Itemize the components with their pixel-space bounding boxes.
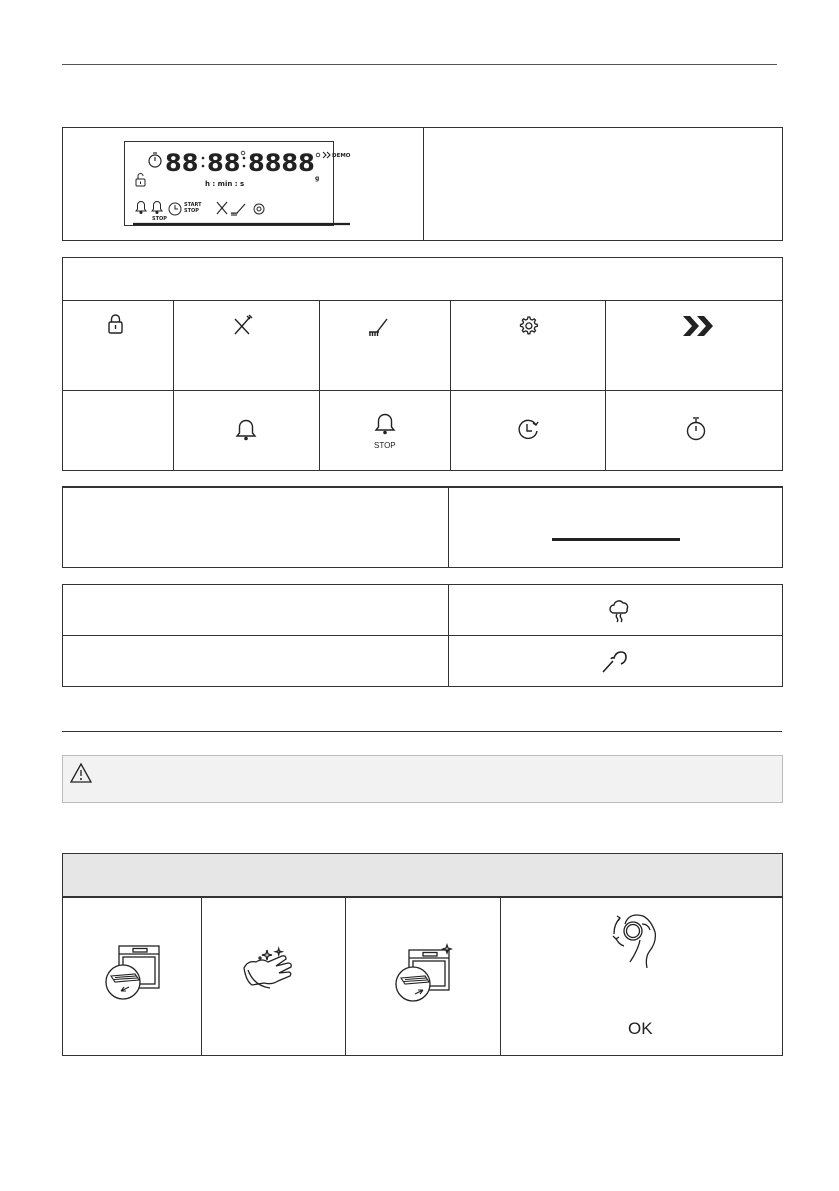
lcd-gram-unit: g — [315, 175, 320, 182]
lcd-display-graphic — [125, 142, 351, 225]
lcd-digits-hours: 88 — [165, 149, 199, 177]
ok-label: OK — [628, 1019, 653, 1038]
lcd-display — [124, 141, 351, 226]
steps-table — [62, 853, 783, 1056]
header-rule — [62, 64, 777, 65]
lcd-digits-weight: 8888 — [248, 149, 315, 177]
lcd-bell-stop-icon — [152, 202, 162, 214]
lcd-brush-icon — [231, 204, 245, 216]
knife-fork-icon — [228, 310, 258, 340]
warning-box — [62, 755, 783, 803]
section-rule — [62, 731, 782, 732]
bell-icon — [231, 415, 261, 445]
bell-stop-icon — [370, 411, 400, 443]
lcd-stop-label: STOP — [152, 216, 167, 222]
steam-probe-table — [62, 584, 783, 687]
lcd-digits-minutes: 88 — [207, 149, 241, 177]
oven-shelf-insert-icon — [393, 942, 457, 1004]
lcd-lock-icon — [136, 174, 145, 187]
indicators-header-line — [63, 300, 782, 301]
timer-icon — [681, 413, 711, 445]
steam-icon — [605, 597, 635, 625]
double-chevron-icon — [681, 312, 721, 340]
clock-delay-icon — [513, 415, 543, 445]
food-probe-icon — [599, 643, 629, 677]
bell-stop-label: STOP — [374, 441, 396, 450]
lcd-gear-icon — [254, 204, 264, 214]
heat-up-bar — [552, 538, 680, 541]
brush-icon — [363, 310, 393, 340]
cleaning-hand-icon — [238, 946, 308, 1006]
indicators-table — [62, 257, 783, 471]
lcd-stopwatch-icon — [149, 153, 161, 167]
lcd-start-stop-label: START STOP — [184, 202, 202, 214]
warning-icon — [69, 762, 93, 784]
lcd-bell-icon — [136, 202, 146, 214]
lcd-demo-label: DEMO — [332, 153, 351, 159]
bar-indicator-table — [62, 486, 783, 568]
indicators-row-line — [63, 390, 782, 391]
lcd-clock-delay-icon — [169, 203, 181, 215]
display-table — [62, 127, 783, 241]
steps-header — [63, 854, 782, 898]
gear-icon — [513, 310, 543, 340]
oven-shelf-remove-icon — [103, 942, 165, 1004]
lcd-time-units: h : min : s — [205, 180, 245, 188]
lcd-double-chevron-icon — [323, 152, 330, 158]
lcd-knife-fork-icon — [217, 202, 227, 214]
lock-icon — [101, 310, 131, 340]
display-table-divider — [423, 128, 424, 240]
knob-turn-icon — [608, 904, 668, 974]
